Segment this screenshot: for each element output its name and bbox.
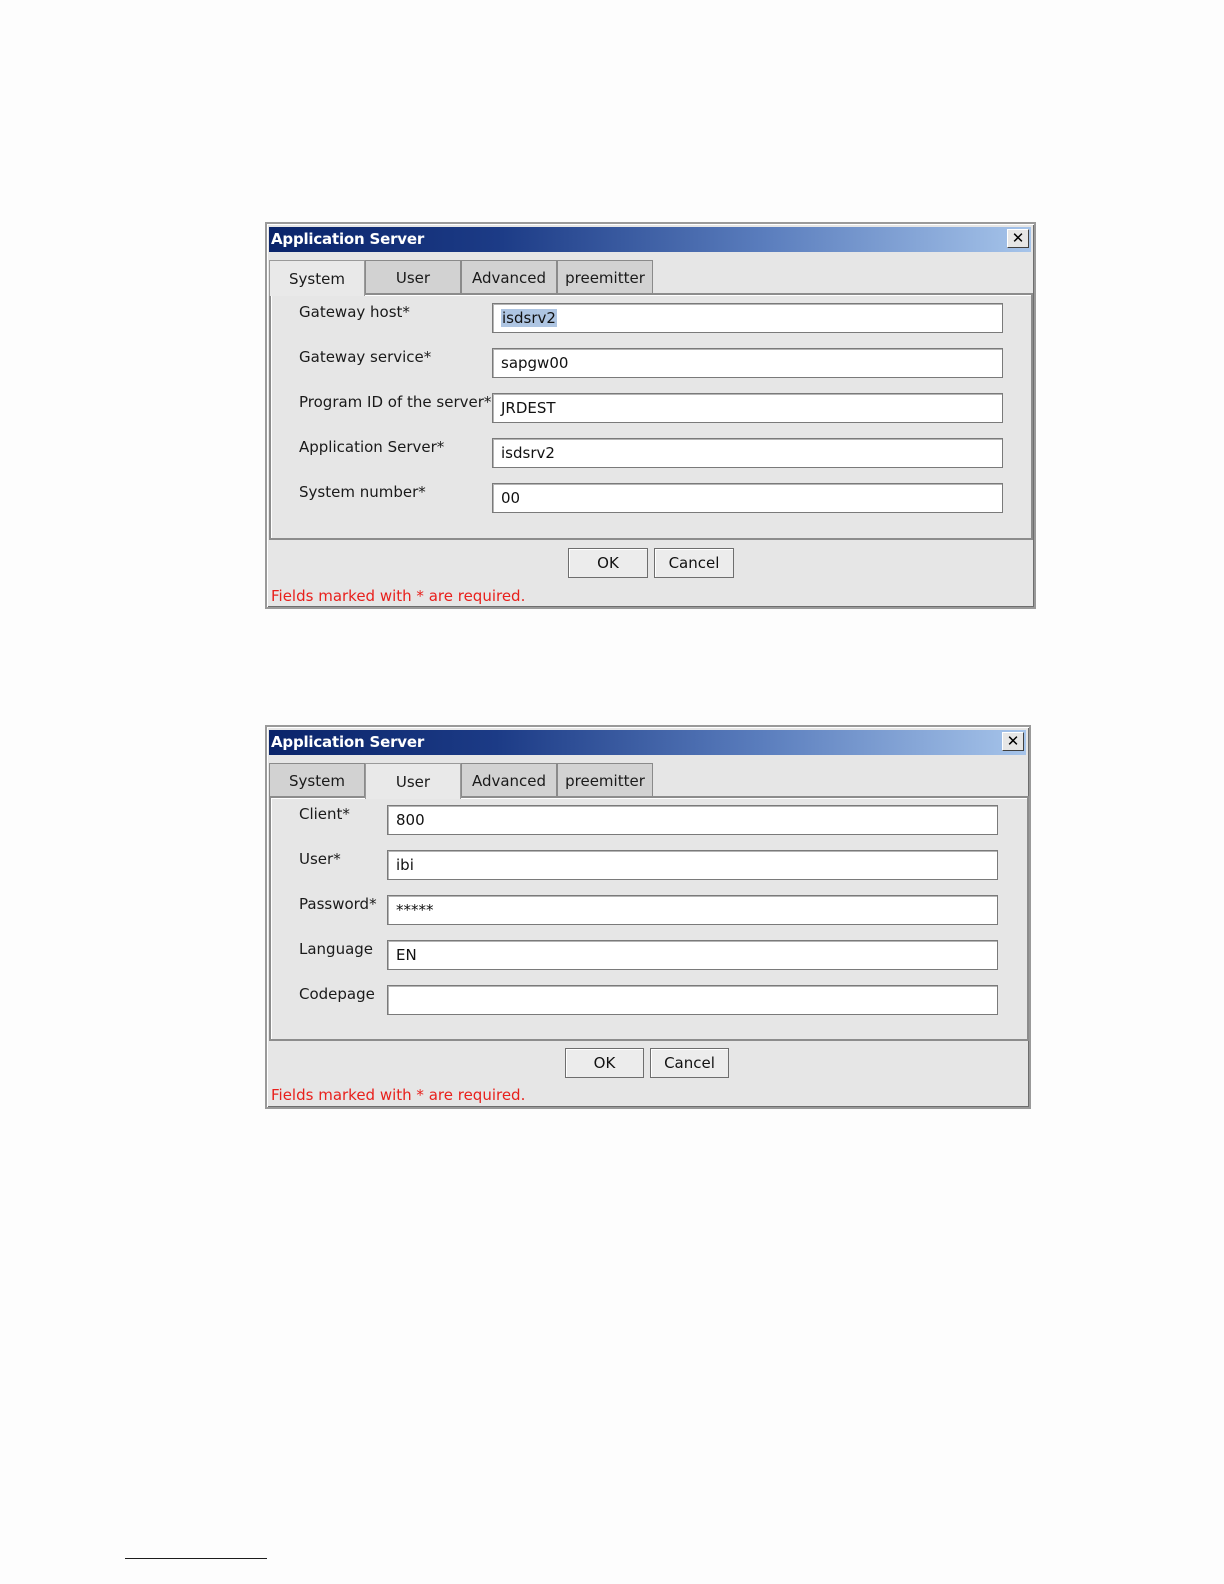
close-button[interactable]	[1002, 732, 1024, 751]
gateway-host-value: isdsrv2	[502, 309, 556, 327]
title-bar[interactable]	[269, 730, 1026, 755]
tab-user[interactable]: User	[365, 763, 461, 799]
close-icon: ✕	[1011, 229, 1025, 247]
gateway-host-input[interactable]	[492, 303, 1003, 333]
required-fields-note: Fields marked with * are required.	[271, 587, 526, 605]
title-bar[interactable]	[269, 227, 1031, 252]
client-input[interactable]	[387, 805, 998, 835]
application-server-dialog-system	[265, 222, 1036, 609]
system-number-input[interactable]	[492, 483, 1003, 513]
tab-panel-user	[269, 796, 1029, 1041]
dialog-title: Application Server	[271, 733, 425, 751]
user-label: User*	[299, 850, 341, 868]
application-server-label: Application Server*	[299, 438, 445, 456]
cancel-button[interactable]: Cancel	[654, 548, 734, 578]
tab-advanced[interactable]: Advanced	[461, 260, 557, 294]
footnote-separator	[125, 1558, 267, 1559]
program-id-input[interactable]	[492, 393, 1003, 423]
program-id-value: JRDEST	[501, 399, 556, 417]
close-icon: ✕	[1006, 732, 1020, 750]
password-label: Password*	[299, 895, 377, 913]
close-button[interactable]	[1007, 229, 1029, 248]
cancel-button[interactable]: Cancel	[650, 1048, 729, 1078]
tab-preemitter[interactable]: preemitter	[557, 260, 653, 294]
required-fields-note: Fields marked with * are required.	[271, 1086, 526, 1104]
ok-button[interactable]: OK	[565, 1048, 644, 1078]
tab-preemitter[interactable]: preemitter	[557, 763, 653, 797]
password-value: *****	[396, 901, 434, 919]
client-label: Client*	[299, 805, 350, 823]
gateway-service-input[interactable]	[492, 348, 1003, 378]
system-number-label: System number*	[299, 483, 426, 501]
tab-system[interactable]: System	[269, 260, 365, 296]
tab-system[interactable]: System	[269, 763, 365, 797]
program-id-label: Program ID of the server*	[299, 393, 492, 411]
system-number-value: 00	[501, 489, 521, 507]
user-value: ibi	[396, 856, 414, 874]
gateway-host-label: Gateway host*	[299, 303, 410, 321]
language-label: Language	[299, 940, 374, 958]
application-server-input[interactable]	[492, 438, 1003, 468]
dialog-title: Application Server	[271, 230, 425, 248]
codepage-label: Codepage	[299, 985, 375, 1003]
tab-panel-system	[269, 293, 1033, 540]
application-server-value: isdsrv2	[501, 444, 555, 462]
gateway-service-label: Gateway service*	[299, 348, 432, 366]
password-input[interactable]	[387, 895, 998, 925]
ok-button[interactable]: OK	[568, 548, 648, 578]
codepage-input[interactable]	[387, 985, 998, 1015]
user-input[interactable]	[387, 850, 998, 880]
language-input[interactable]	[387, 940, 998, 970]
client-value: 800	[396, 811, 425, 829]
tab-user[interactable]: User	[365, 260, 461, 294]
gateway-service-value: sapgw00	[501, 354, 569, 372]
application-server-dialog-user	[265, 725, 1031, 1109]
tab-advanced[interactable]: Advanced	[461, 763, 557, 797]
language-value: EN	[396, 946, 417, 964]
